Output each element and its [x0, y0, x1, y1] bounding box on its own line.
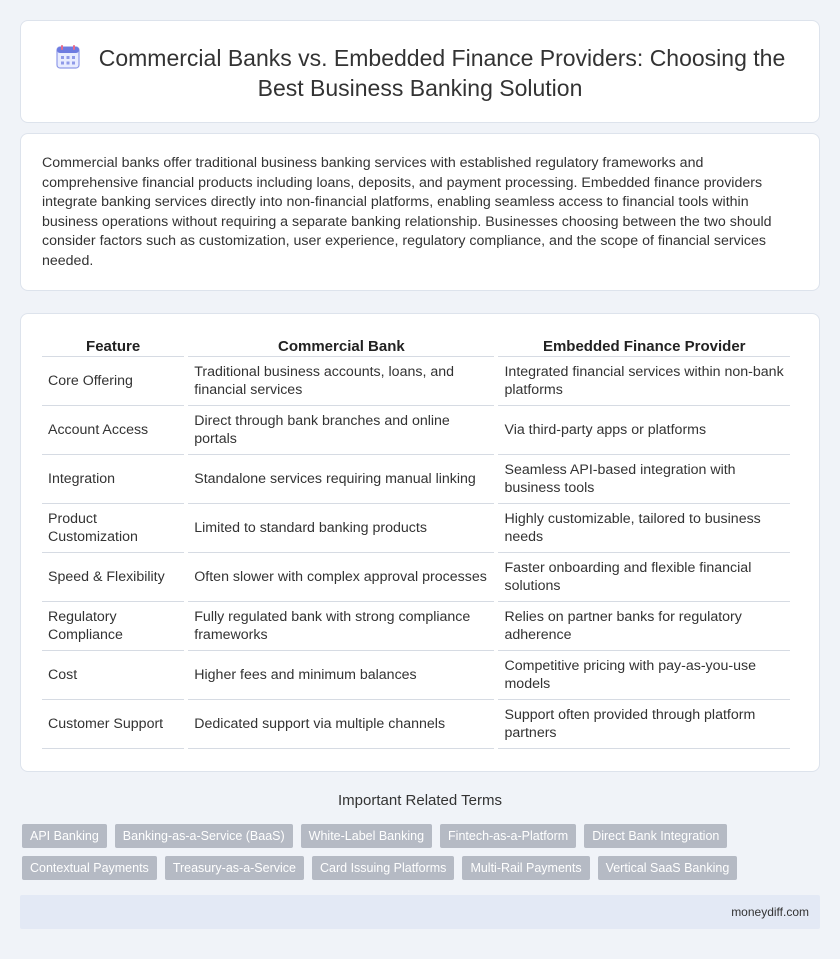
feature-cell: Cost	[42, 651, 184, 700]
feature-cell: Product Customization	[42, 504, 184, 553]
embedded-finance-cell: Support often provided through platform partners	[498, 700, 790, 749]
table-row	[42, 602, 790, 651]
table-row	[42, 700, 790, 749]
footer	[20, 895, 820, 929]
commercial-bank-cell: Traditional business accounts, loans, and financial services	[188, 357, 494, 406]
tag-row-2	[22, 856, 822, 880]
header-commercial-bank: Commercial Bank	[188, 335, 494, 357]
embedded-finance-cell: Seamless API-based integration with business tools	[498, 455, 790, 504]
commercial-bank-cell: Standalone services requiring manual linking	[188, 455, 494, 504]
commercial-bank-cell: Higher fees and minimum balances	[188, 651, 494, 700]
related-terms-title: Important Related Terms	[338, 792, 502, 809]
commercial-bank-cell: Limited to standard banking products	[188, 504, 494, 553]
intro-paragraph: Commercial banks offer traditional business banking services with established regulatory frameworks and comprehensive financial products including loans, deposits, and payment processing. Embedded finance providers integrate banking services directly into non-financial platforms, enabling seamless access to financial tools within business operations without requiring a separate banking relationship. Businesses choosing between the two should consider factors such as customization, user experience, regulatory compliance, and the scope of financial services needed.	[42, 155, 772, 269]
table-row	[42, 504, 790, 553]
feature-cell: Regulatory Compliance	[42, 602, 184, 651]
comparison-table-card	[20, 313, 820, 772]
commercial-bank-cell: Direct through bank branches and online portals	[188, 406, 494, 455]
embedded-finance-cell: Integrated financial services within non-bank platforms	[498, 357, 790, 406]
header-card	[20, 20, 820, 123]
table-row	[42, 651, 790, 700]
table-row	[42, 357, 790, 406]
feature-cell: Account Access	[42, 406, 184, 455]
embedded-finance-cell: Relies on partner banks for regulatory adherence	[498, 602, 790, 651]
feature-cell: Core Offering	[42, 357, 184, 406]
tag-api-banking[interactable]: API Banking	[22, 824, 107, 848]
related-terms-tags	[22, 824, 822, 888]
table-row	[42, 553, 790, 602]
tag-direct-bank-integration[interactable]: Direct Bank Integration	[584, 824, 727, 848]
embedded-finance-cell: Faster onboarding and flexible financial solutions	[498, 553, 790, 602]
table-row	[42, 455, 790, 504]
table-row	[42, 406, 790, 455]
table-header-row	[42, 335, 790, 357]
tag-multi-rail-payments[interactable]: Multi-Rail Payments	[462, 856, 589, 880]
header-embedded-finance: Embedded Finance Provider	[498, 335, 790, 357]
tag-card-issuing-platforms[interactable]: Card Issuing Platforms	[312, 856, 454, 880]
embedded-finance-cell: Via third-party apps or platforms	[498, 406, 790, 455]
tag-row-1	[22, 824, 822, 848]
feature-cell: Integration	[42, 455, 184, 504]
footer-site-link[interactable]: moneydiff.com	[731, 905, 809, 919]
commercial-bank-cell: Fully regulated bank with strong compliance frameworks	[188, 602, 494, 651]
feature-cell: Customer Support	[42, 700, 184, 749]
comparison-table	[38, 335, 794, 749]
commercial-bank-cell: Dedicated support via multiple channels	[188, 700, 494, 749]
intro-card	[20, 133, 820, 291]
tag-treasury-as-a-service[interactable]: Treasury-as-a-Service	[165, 856, 304, 880]
header-feature: Feature	[42, 335, 184, 357]
embedded-finance-cell: Competitive pricing with pay-as-you-use models	[498, 651, 790, 700]
calendar-grid-icon	[55, 44, 81, 70]
page-title: Commercial Banks vs. Embedded Finance Providers: Choosing the Best Business Banking Solution	[98, 45, 786, 101]
tag-baas[interactable]: Banking-as-a-Service (BaaS)	[115, 824, 293, 848]
commercial-bank-cell: Often slower with complex approval processes	[188, 553, 494, 602]
tag-white-label-banking[interactable]: White-Label Banking	[301, 824, 432, 848]
tag-contextual-payments[interactable]: Contextual Payments	[22, 856, 157, 880]
tag-vertical-saas-banking[interactable]: Vertical SaaS Banking	[598, 856, 738, 880]
embedded-finance-cell: Highly customizable, tailored to business needs	[498, 504, 790, 553]
feature-cell: Speed & Flexibility	[42, 553, 184, 602]
tag-fintech-as-a-platform[interactable]: Fintech-as-a-Platform	[440, 824, 576, 848]
